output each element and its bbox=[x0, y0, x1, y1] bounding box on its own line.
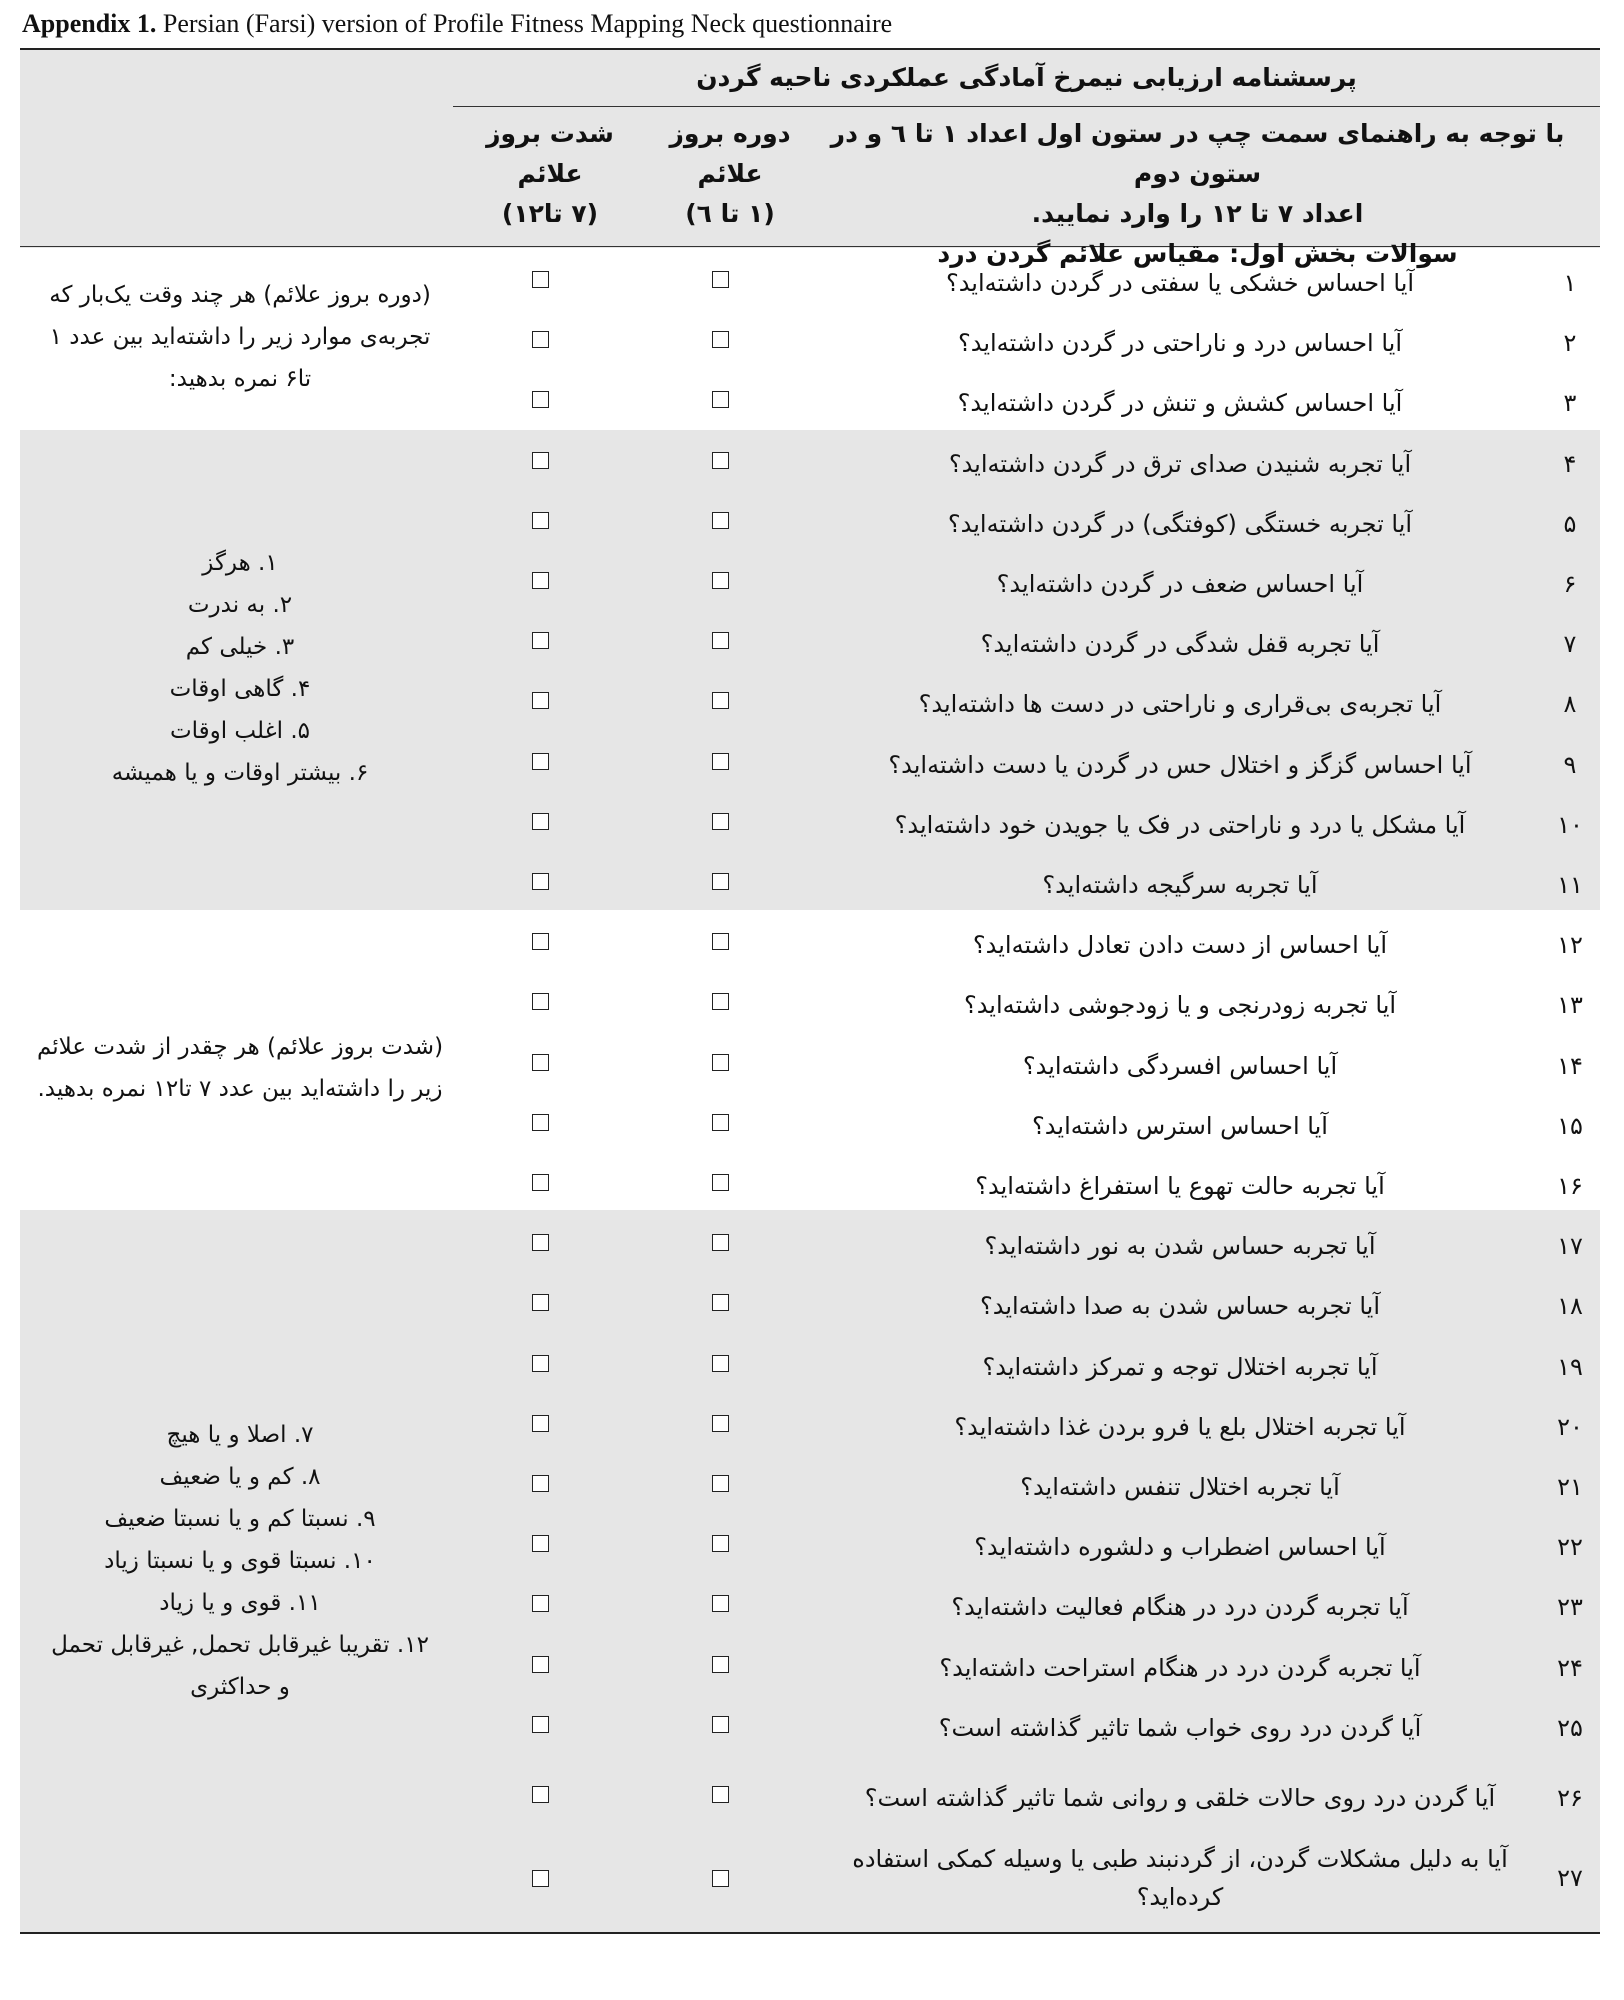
frequency-checkbox[interactable] bbox=[712, 1415, 729, 1432]
severity-checkbox[interactable] bbox=[532, 1114, 549, 1131]
severity-checkbox[interactable] bbox=[532, 1870, 549, 1887]
frequency-checkbox[interactable] bbox=[712, 1656, 729, 1673]
question-text: آیا مشکل یا درد و ناراحتی در فک یا جویدن خود داشته‌اید؟ bbox=[894, 810, 1466, 839]
frequency-checkbox[interactable] bbox=[712, 1475, 729, 1492]
question-number: ۱۵ bbox=[1557, 1111, 1583, 1140]
question-number: ۴ bbox=[1563, 449, 1577, 478]
question-number: ۷ bbox=[1563, 630, 1577, 659]
question-number: ۱۶ bbox=[1557, 1172, 1583, 1200]
frequency-checkbox[interactable] bbox=[712, 1535, 729, 1552]
question-text: آیا تجربه گردن درد در هنگام استراحت داشته‌اید؟ bbox=[939, 1653, 1421, 1682]
severity-checkbox[interactable] bbox=[532, 1054, 549, 1071]
question-text: آیا احساس از دست دادن تعادل داشته‌اید؟ bbox=[972, 931, 1388, 960]
severity-checkbox[interactable] bbox=[532, 572, 549, 589]
table-caption bbox=[22, 8, 892, 40]
question-number: ۱۷ bbox=[1557, 1232, 1583, 1261]
question-text: آیا گردن درد روی خواب شما تاثیر گذاشته است؟ bbox=[938, 1713, 1422, 1742]
severity-checkbox[interactable] bbox=[532, 1355, 549, 1372]
question-number: ۸ bbox=[1563, 690, 1577, 719]
severity-checkbox[interactable] bbox=[532, 1595, 549, 1612]
frequency-checkbox[interactable] bbox=[712, 452, 729, 469]
question-text: آیا تجربه اختلال تنفس داشته‌اید؟ bbox=[1020, 1473, 1340, 1501]
instruction-text: با توجه به راهنمای سمت چپ در ستون اول اعداد ۱ تا ٦ و در ستون دوم اعداد ۷ تا ۱۲ را وارد نمایید. سوالات بخش اول: مقیاس علائم گردن درد bbox=[830, 119, 1565, 268]
question-text: آیا تجربه حساس شدن به صدا داشته‌اید؟ bbox=[979, 1292, 1381, 1321]
frequency-checkbox[interactable] bbox=[712, 1595, 729, 1612]
severity-checkbox[interactable] bbox=[532, 1174, 549, 1191]
frequency-checkbox[interactable] bbox=[712, 572, 729, 589]
question-number: ۲۶ bbox=[1557, 1784, 1583, 1812]
question-number: ۱۳ bbox=[1557, 991, 1583, 1020]
severity-checkbox[interactable] bbox=[532, 1294, 549, 1311]
question-number: ۶ bbox=[1563, 570, 1577, 598]
question-number: ۱۸ bbox=[1557, 1292, 1583, 1321]
question-number: ۹ bbox=[1563, 750, 1577, 779]
top-rule bbox=[20, 48, 1600, 50]
frequency-checkbox[interactable] bbox=[712, 933, 729, 950]
question-text: آیا احساس اضطراب و دلشوره داشته‌اید؟ bbox=[974, 1533, 1386, 1562]
question-text: آیا تجربه شنیدن صدای ترق در گردن داشته‌اید؟ bbox=[948, 449, 1412, 478]
severity-instruction: (شدت بروز علائم) هر چقدر از شدت علائم زیر را داشته‌اید بین عدد ۷ تا۱۲ نمره بدهید. bbox=[36, 1034, 444, 1102]
question-number: ۲۴ bbox=[1557, 1653, 1583, 1682]
questionnaire-table bbox=[20, 48, 1600, 1948]
severity-checkbox[interactable] bbox=[532, 1535, 549, 1552]
question-text: آیا تجربه گردن درد در هنگام فعالیت داشته‌اید؟ bbox=[951, 1593, 1409, 1622]
questionnaire-title: پرسشنامه ارزیابی نیمرخ آمادگی عملکردی ناحیه گردن bbox=[696, 63, 1357, 92]
frequency-checkbox[interactable] bbox=[712, 692, 729, 709]
severity-checkbox[interactable] bbox=[532, 1234, 549, 1251]
frequency-checkbox[interactable] bbox=[712, 632, 729, 649]
question-number: ۱۲ bbox=[1557, 931, 1583, 960]
frequency-checkbox[interactable] bbox=[712, 331, 729, 348]
severity-scale: ۷. اصلا و یا هیچ ۸. کم و یا ضعیف ۹. نسبتا کم و یا نسبتا ضعیف ۱۰. نسبتا قوی و یا نسبتا زیاد ۱۱. قوی و یا زیاد ۱۲. تقریبا غیرقابل تحمل, غیرقابل تحمل و حداکثری bbox=[51, 1422, 429, 1700]
frequency-scale: ۱. هرگز ۲. به ندرت ۳. خیلی کم ۴. گاهی اوقات ۵. اغلب اوقات ۶. بیشتر اوقات و یا همیشه bbox=[111, 550, 369, 786]
bottom-rule bbox=[20, 1932, 1600, 1934]
question-number: ۱۴ bbox=[1557, 1051, 1583, 1080]
frequency-checkbox[interactable] bbox=[712, 271, 729, 288]
frequency-checkbox[interactable] bbox=[712, 1294, 729, 1311]
question-number: ۲۳ bbox=[1557, 1593, 1583, 1622]
question-text: آیا تجربه اختلال بلع یا فرو بردن غذا داشته‌اید؟ bbox=[954, 1412, 1406, 1441]
severity-checkbox[interactable] bbox=[532, 391, 549, 408]
severity-checkbox[interactable] bbox=[532, 1475, 549, 1492]
question-number: ۳ bbox=[1563, 389, 1577, 418]
severity-checkbox[interactable] bbox=[532, 452, 549, 469]
severity-checkbox[interactable] bbox=[532, 632, 549, 649]
question-number: ۱ bbox=[1563, 269, 1577, 297]
caption-text: Persian (Farsi) version of Profile Fitness Mapping Neck questionnaire bbox=[156, 9, 893, 38]
question-text: آیا تجربه قفل شدگی در گردن داشته‌اید؟ bbox=[980, 630, 1380, 659]
question-number: ۲۰ bbox=[1557, 1412, 1583, 1441]
question-text: آیا احساس کشش و تنش در گردن داشته‌اید؟ bbox=[957, 389, 1403, 418]
severity-checkbox[interactable] bbox=[532, 271, 549, 288]
frequency-checkbox[interactable] bbox=[712, 1174, 729, 1191]
question-text: آیا گردن درد روی حالات خلقی و روانی شما تاثیر گذاشته است؟ bbox=[864, 1784, 1496, 1812]
frequency-checkbox[interactable] bbox=[712, 813, 729, 830]
question-text: آیا تجربه زودرنجی و یا زودجوشی داشته‌اید؟ bbox=[963, 991, 1397, 1020]
question-text: آیا به دلیل مشکلات گردن، از گردنبند طبی یا وسیله کمکی استفاده کرده‌اید؟ bbox=[852, 1845, 1508, 1911]
frequency-instruction: (دوره بروز علائم) هر چند وقت یک‌بار که تجربه‌ی موارد زیر را داشته‌اید بین عدد ۱ تا۶ نمره بدهید: bbox=[49, 282, 431, 392]
question-number: ۲۷ bbox=[1557, 1864, 1583, 1892]
severity-checkbox[interactable] bbox=[532, 512, 549, 529]
frequency-checkbox[interactable] bbox=[712, 993, 729, 1010]
severity-checkbox[interactable] bbox=[532, 753, 549, 770]
frequency-checkbox[interactable] bbox=[712, 391, 729, 408]
question-text: آیا احساس ضعف در گردن داشته‌اید؟ bbox=[996, 570, 1364, 598]
question-number: ۱۱ bbox=[1557, 871, 1583, 899]
question-text: آیا تجربه اختلال توجه و تمرکز داشته‌اید؟ bbox=[982, 1352, 1378, 1381]
question-number: ۲۲ bbox=[1557, 1533, 1583, 1562]
header-sub-rule bbox=[453, 106, 1600, 107]
frequency-checkbox[interactable] bbox=[712, 1114, 729, 1131]
question-text: آیا احساس گزگز و اختلال حس در گردن یا دست داشته‌اید؟ bbox=[888, 750, 1472, 779]
question-text: آیا تجربه خستگی (کوفتگی) در گردن داشته‌اید؟ bbox=[947, 509, 1413, 538]
frequency-checkbox[interactable] bbox=[712, 1234, 729, 1251]
severity-checkbox[interactable] bbox=[532, 1716, 549, 1733]
severity-checkbox[interactable] bbox=[532, 1786, 549, 1803]
severity-checkbox[interactable] bbox=[532, 1415, 549, 1432]
frequency-checkbox[interactable] bbox=[712, 1786, 729, 1803]
column-header-frequency: دوره بروز علائم (۱ تا ٦) bbox=[669, 119, 791, 228]
severity-checkbox[interactable] bbox=[532, 993, 549, 1010]
question-number: ۵ bbox=[1563, 509, 1577, 538]
question-number: ۲۵ bbox=[1557, 1713, 1583, 1742]
frequency-checkbox[interactable] bbox=[712, 1054, 729, 1071]
frequency-checkbox[interactable] bbox=[712, 753, 729, 770]
question-text: آیا احساس استرس داشته‌اید؟ bbox=[1032, 1111, 1328, 1140]
question-text: آیا تجربه سرگیجه داشته‌اید؟ bbox=[1042, 871, 1318, 899]
frequency-checkbox[interactable] bbox=[712, 1716, 729, 1733]
frequency-checkbox[interactable] bbox=[712, 1355, 729, 1372]
question-text: آیا احساس افسردگی داشته‌اید؟ bbox=[1022, 1051, 1338, 1080]
question-number: ۲۱ bbox=[1557, 1473, 1583, 1501]
question-number: ۱۹ bbox=[1557, 1352, 1583, 1381]
severity-checkbox[interactable] bbox=[532, 933, 549, 950]
question-text: آیا تجربه حالت تهوع یا استفراغ داشته‌اید؟ bbox=[975, 1172, 1385, 1200]
question-number: ۲ bbox=[1563, 329, 1577, 358]
severity-checkbox[interactable] bbox=[532, 692, 549, 709]
frequency-checkbox[interactable] bbox=[712, 873, 729, 890]
column-header-severity: شدت بروز علائم (۷ تا۱۲) bbox=[486, 119, 614, 228]
severity-checkbox[interactable] bbox=[532, 873, 549, 890]
question-text: آیا تجربه حساس شدن به نور داشته‌اید؟ bbox=[984, 1232, 1376, 1261]
caption-label: Appendix 1. bbox=[22, 9, 157, 38]
severity-checkbox[interactable] bbox=[532, 813, 549, 830]
question-text: آیا احساس درد و ناراحتی در گردن داشته‌اید؟ bbox=[958, 329, 1402, 358]
severity-checkbox[interactable] bbox=[532, 331, 549, 348]
question-number: ۱۰ bbox=[1557, 810, 1583, 839]
question-text: آیا احساس خشکی یا سفتی در گردن داشته‌اید؟ bbox=[945, 269, 1415, 297]
frequency-checkbox[interactable] bbox=[712, 512, 729, 529]
severity-checkbox[interactable] bbox=[532, 1656, 549, 1673]
frequency-checkbox[interactable] bbox=[712, 1870, 729, 1887]
question-text: آیا تجربه‌ی بی‌قراری و ناراحتی در دست ها داشته‌اید؟ bbox=[918, 690, 1442, 719]
